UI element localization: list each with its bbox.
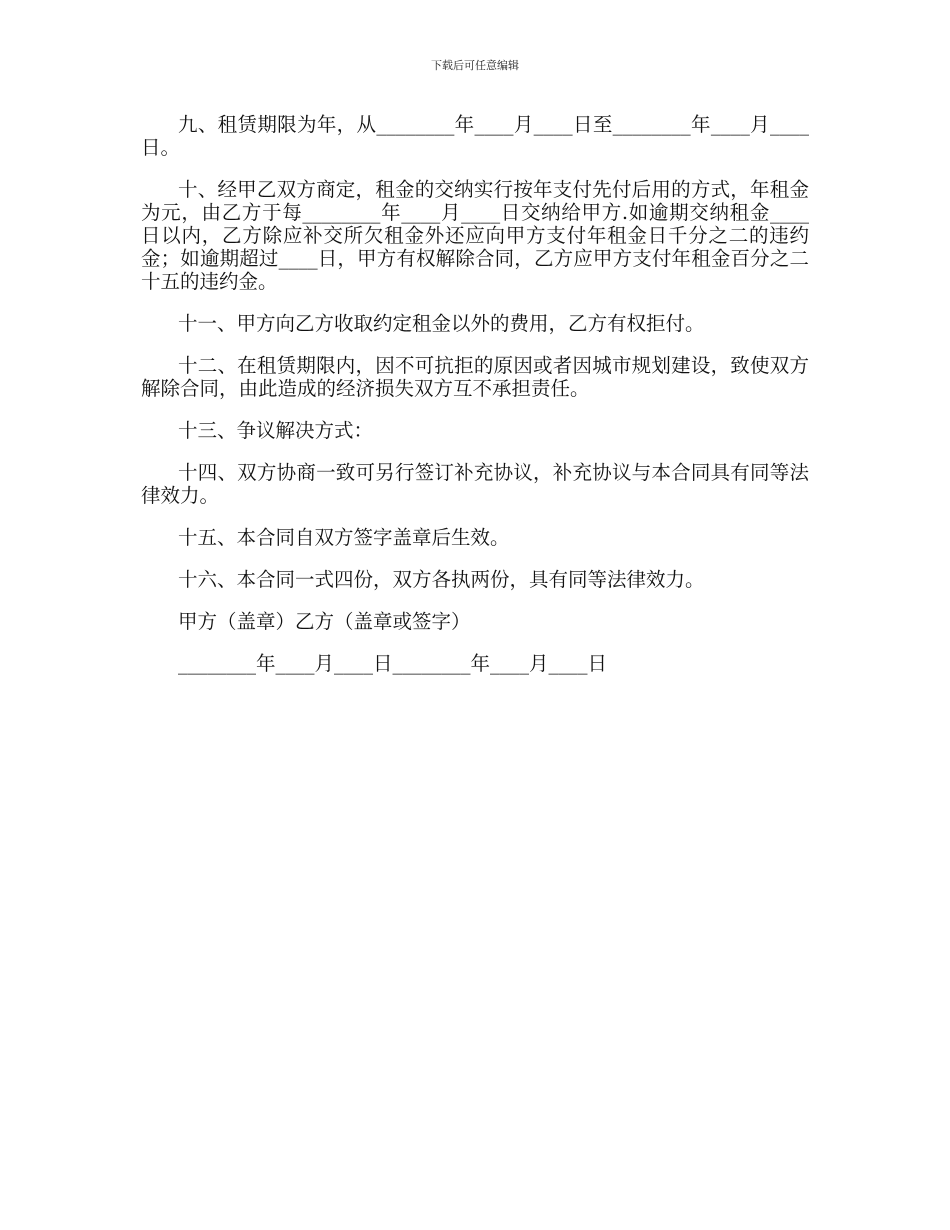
clause-15-effective-date: 十五、本合同自双方签字盖章后生效。 xyxy=(178,526,510,549)
contract-body xyxy=(141,113,809,694)
clause-11-extra-fees: 十一、甲方向乙方收取约定租金以外的费用，乙方有权拒付。 xyxy=(178,312,705,335)
page-header-note: 下载后可任意编辑 xyxy=(431,59,519,72)
signature-dates: ________年____月____日________年____月____日 xyxy=(178,652,608,675)
clause-10-rent-payment: 十、经甲乙双方商定，租金的交纳实行按年支付先付后用的方式，年租金为元，由乙方于每________年____月____日交纳给甲方.如逾期交纳租金____日以内，乙方除应补交所欠租金外还应向甲方支付年租金日千分之二的违约金；如逾期超过____日，甲方有权解除合同，乙方应甲方支付年租金百分之二十五的违约金。 xyxy=(141,178,809,293)
clause-16-copies: 十六、本合同一式四份，双方各执两份，具有同等法律效力。 xyxy=(178,568,705,591)
signature-parties: 甲方（盖章）乙方（盖章或签字） xyxy=(178,610,471,633)
clause-9-lease-term: 九、租赁期限为年，从________年____月____日至________年____月____日。 xyxy=(141,113,809,159)
clause-12-force-majeure: 十二、在租赁期限内，因不可抗拒的原因或者因城市规划建设，致使双方解除合同，由此造成的经济损失双方互不承担责任。 xyxy=(141,354,809,400)
clause-14-supplementary-agreement: 十四、双方协商一致可另行签订补充协议，补充协议与本合同具有同等法律效力。 xyxy=(141,461,809,507)
clause-13-dispute-resolution: 十三、争议解决方式： xyxy=(178,419,374,442)
